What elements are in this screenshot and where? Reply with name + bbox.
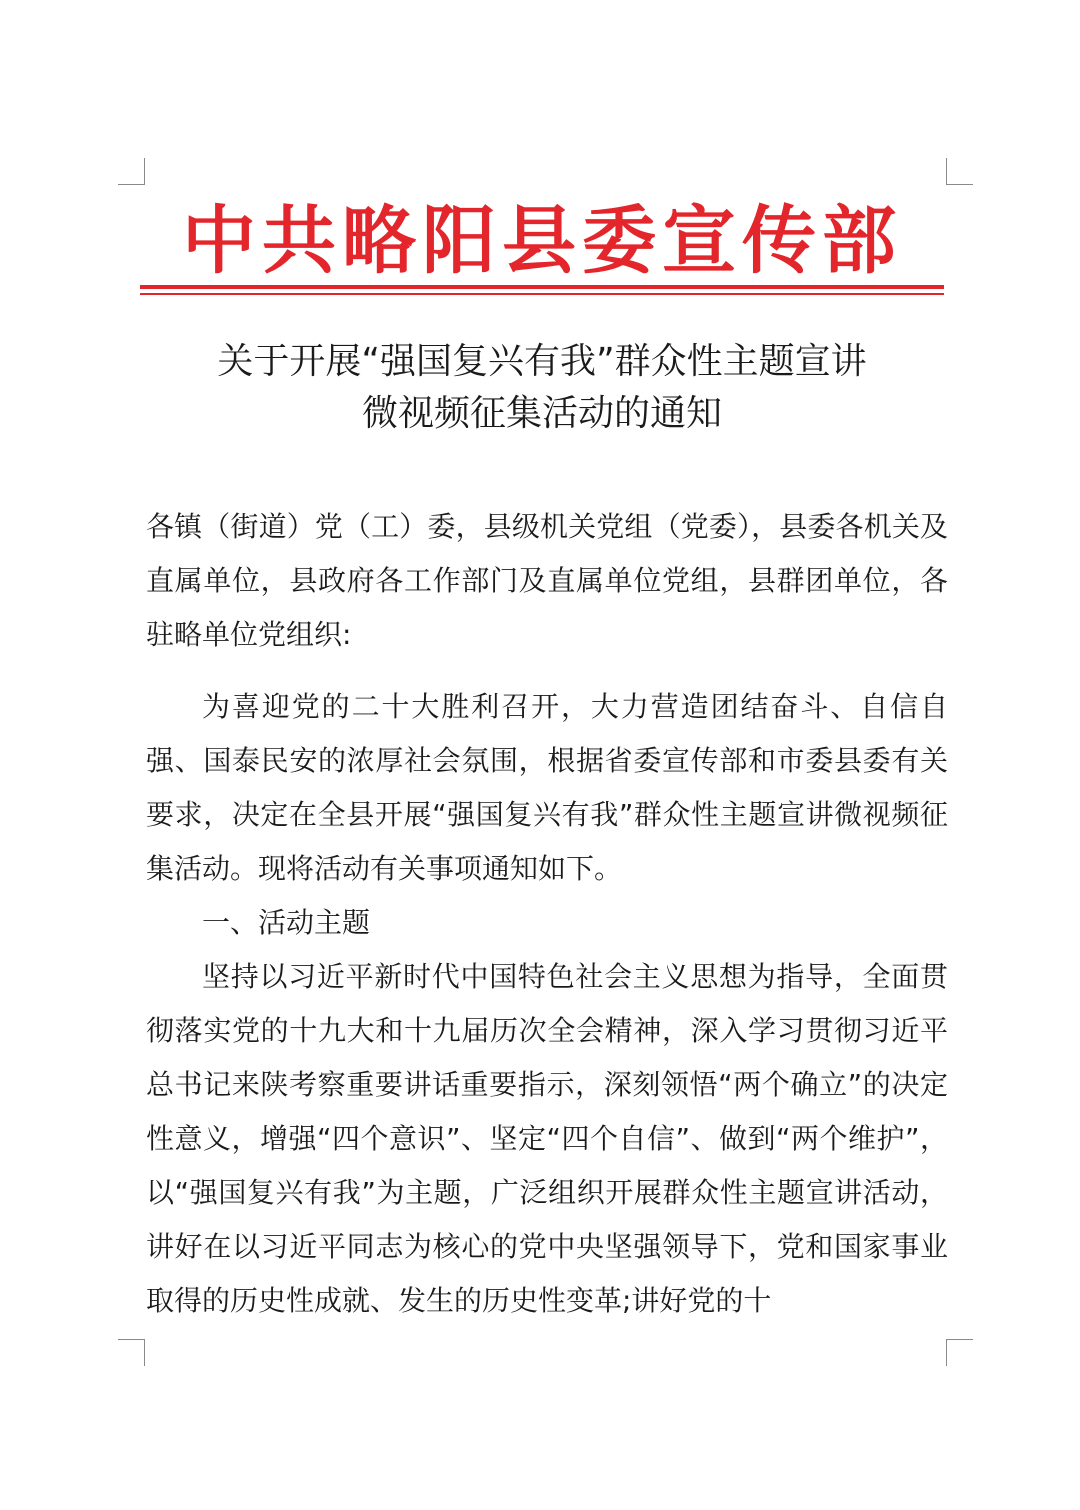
masthead-red-rule-thin [140,293,944,295]
intro-paragraph-text: 为喜迎党的二十大胜利召开，大力营造团结奋斗、自信自强、国泰民安的浓厚社会氛围，根据省委宣传部和市委县委有关要求，决定在全县开展“强国复兴有我”群众性主题宣讲微视频征集活动。现将活动有关事项通知如下。 [146,690,948,885]
crop-mark-bottom-right [946,1339,973,1366]
section-heading [146,896,948,950]
document-title [140,336,944,440]
document-title-line-1: 关于开展“强国复兴有我”群众性主题宣讲 [217,341,867,382]
section-heading-text: 一、活动主题 [202,906,371,939]
masthead-issuer: 中共略阳县委宣传部 [182,198,902,284]
section-paragraph [146,950,948,1328]
crop-mark-top-right [946,158,973,185]
crop-mark-top-left [118,158,145,185]
section-paragraph-text: 坚持以习近平新时代中国特色社会主义思想为指导，全面贯彻落实党的十九大和十九届历次全会精神，深入学习贯彻习近平总书记来陕考察重要讲话重要指示，深刻领悟“两个确立”的决定性意义，增强“四个意识”、坚定“四个自信”、做到“两个维护”，以“强国复兴有我”为主题，广泛组织开展群众性主题宣讲活动，讲好在以习近平同志为核心的党中央坚强领导下，党和国家事业取得的历史性成就、发生的历史性变革;讲好党的十 [146,960,948,1317]
addressee [146,500,948,662]
intro-paragraph [146,680,948,896]
crop-mark-bottom-left [118,1339,145,1366]
masthead-red-rule-thick [140,285,944,289]
document-title-line-2: 微视频征集活动的通知 [361,393,722,434]
addressee-text: 各镇（街道）党（工）委，县级机关党组（党委），县委各机关及直属单位，县政府各工作部门及直属单位党组，县群团单位，各驻略单位党组织: [146,510,948,651]
